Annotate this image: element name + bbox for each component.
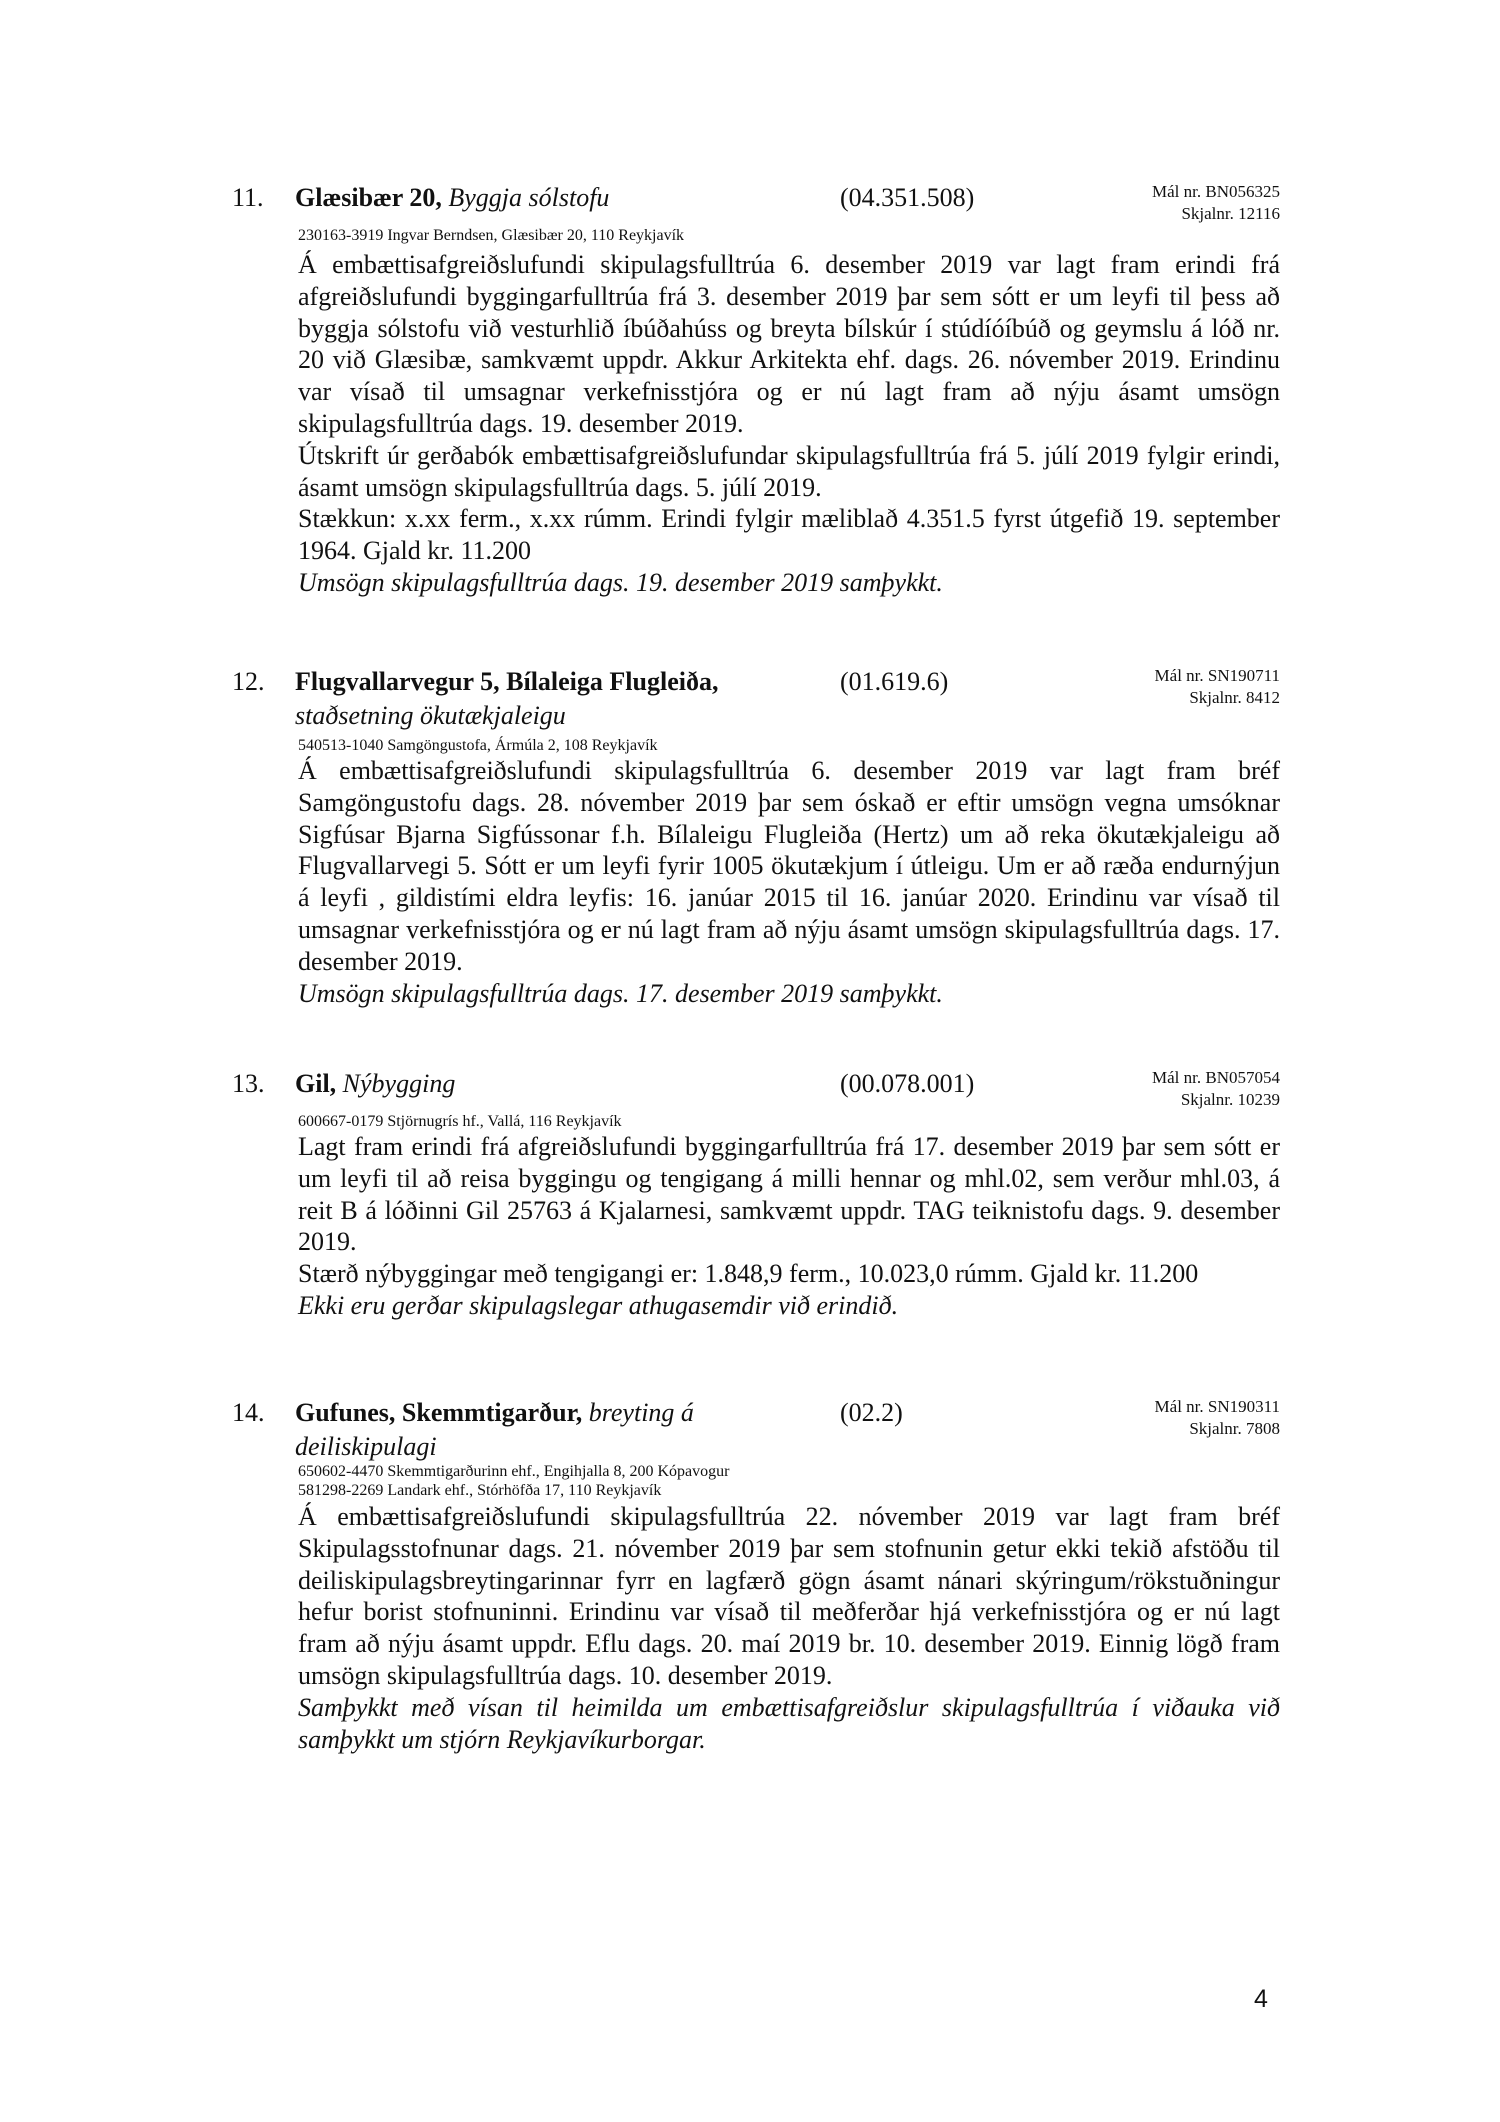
case-subject: breyting á deiliskipulagi — [295, 1398, 694, 1461]
case-address: Glæsibær 20, — [295, 183, 442, 212]
parties — [298, 226, 684, 245]
case-title — [295, 665, 815, 733]
mal-number: Mál nr. SN190311 — [1154, 1397, 1280, 1416]
party-line: 540513-1040 Samgöngustofa, Ármúla 2, 108 Reykjavík — [298, 737, 658, 754]
case-title — [295, 181, 815, 215]
case-address: Gufunes, Skemmtigarður, — [295, 1398, 583, 1427]
case-title — [295, 1396, 815, 1464]
case-reference — [1155, 1396, 1280, 1440]
case-body — [298, 755, 1280, 1009]
case-body — [298, 249, 1280, 599]
case-address: Flugvallarvegur 5, Bílaleiga Flugleiða, — [295, 667, 719, 696]
case-reference — [1155, 665, 1280, 709]
land-code: (02.2) — [840, 1398, 903, 1427]
case-result: Samþykkt með vísan til heimilda um embættisafgreiðslur skipulagsfulltrúa í viðauka við samþykkt um stjórn Reykjavíkurborgar. — [298, 1692, 1280, 1754]
case-paragraph: Lagt fram erindi frá afgreiðslufundi byggingarfulltrúa frá 17. desember 2019 þar sem sótt er um leyfi til að reisa byggingu og tengigang á milli hennar og mhl.02, sem verður mhl.03, á reit B á lóðinni Gil 25763 á Kjalarnesi, samkvæmt uppdr. TAG teiknistofu dags. 9. desember 2019. — [298, 1132, 1280, 1257]
parties — [298, 736, 658, 755]
page-number: 4 — [1254, 1985, 1268, 2013]
case-subject: staðsetning ökutækjaleigu — [295, 701, 566, 730]
skjal-number: Skjalnr. 12116 — [1181, 204, 1280, 223]
case-number: 12. — [232, 667, 265, 696]
land-code: (01.619.6) — [840, 667, 949, 696]
case-address: Gil, — [295, 1069, 337, 1098]
party-line: 650602-4470 Skemmtigarðurinn ehf., Engihjalla 8, 200 Kópavogur — [298, 1463, 730, 1480]
party-line: 581298-2269 Landark ehf., Stórhöfða 17, 110 Reykjavík — [298, 1482, 662, 1499]
land-code: (04.351.508) — [840, 183, 975, 212]
skjal-number: Skjalnr. 8412 — [1189, 688, 1280, 707]
case-reference — [1152, 181, 1280, 225]
case-result: Ekki eru gerðar skipulagslegar athugasemdir við erindið. — [298, 1290, 899, 1320]
case-subject: Byggja sólstofu — [448, 183, 610, 212]
parties — [298, 1112, 622, 1131]
case-title — [295, 1067, 815, 1101]
case-paragraph: Stækkun: x.xx ferm., x.xx rúmm. Erindi fylgir mæliblað 4.351.5 fyrst útgefið 19. september 1964. Gjald kr. 11.200 — [298, 504, 1280, 566]
case-number: 13. — [232, 1069, 265, 1098]
mal-number: Mál nr. SN190711 — [1154, 666, 1280, 685]
skjal-number: Skjalnr. 10239 — [1180, 1090, 1280, 1109]
case-number: 11. — [232, 183, 264, 212]
case-reference — [1152, 1067, 1280, 1111]
case-result: Umsögn skipulagsfulltrúa dags. 17. desember 2019 samþykkt. — [298, 978, 943, 1008]
case-paragraph: Stærð nýbyggingar með tengigangi er: 1.848,9 ferm., 10.023,0 rúmm. Gjald kr. 11.200 — [298, 1259, 1199, 1289]
case-number: 14. — [232, 1398, 265, 1427]
case-body — [298, 1131, 1280, 1322]
parties — [298, 1462, 729, 1500]
case-paragraph: Útskrift úr gerðabók embættisafgreiðslufundar skipulagsfulltrúa frá 5. júlí 2019 fylgir erindi, ásamt umsögn skipulagsfulltrúa dags. 5. júlí 2019. — [298, 440, 1280, 502]
land-code: (00.078.001) — [840, 1069, 975, 1098]
mal-number: Mál nr. BN056325 — [1152, 182, 1280, 201]
skjal-number: Skjalnr. 7808 — [1189, 1419, 1280, 1438]
party-line: 600667-0179 Stjörnugrís hf., Vallá, 116 Reykjavík — [298, 1113, 622, 1130]
case-paragraph: Á embættisafgreiðslufundi skipulagsfulltrúa 22. nóvember 2019 var lagt fram bréf Skipulagsstofnunar dags. 21. nóvember 2019 þar sem stofnunin getur ekki tekið afstöðu til deiliskipulagsbreytingarinnar fyrr en lagfærð gögn ásamt nánari skýringum/rökstuðningur hefur borist stofnuninni. Erindinu var vísað til meðferðar hjá verkefnisstjóra og er nú lagt fram að nýju ásamt uppdr. Eflu dags. 20. maí 2019 br. 10. desember 2019. Einnig lögð fram umsögn skipulagsfulltrúa dags. 10. desember 2019. — [298, 1502, 1280, 1690]
case-paragraph: Á embættisafgreiðslufundi skipulagsfulltrúa 6. desember 2019 var lagt fram erindi frá afgreiðslufundi byggingarfulltrúa frá 3. desember 2019 þar sem sótt er um leyfi til þess að byggja sólstofu við vesturhlið íbúðahúss og breyta bílskúr í stúdíóíbúð og geymslu á lóð nr. 20 við Glæsibæ, samkvæmt uppdr. Akkur Arkitekta ehf. dags. 26. nóvember 2019. Erindinu var vísað til umsagnar verkefnisstjóra og er nú lagt fram að nýju ásamt umsögn skipulagsfulltrúa dags. 19. desember 2019. — [298, 250, 1280, 438]
case-body — [298, 1501, 1280, 1755]
case-paragraph: Á embættisafgreiðslufundi skipulagsfulltrúa 6. desember 2019 var lagt fram bréf Samgöngustofu dags. 28. nóvember 2019 þar sem óskað er eftir umsögn vegna umsóknar Sigfúsar Bjarna Sigfússonar f.h. Bílaleigu Flugleiða (Hertz) um að reka ökutækjaleigu að Flugvallarvegi 5. Sótt er um leyfi fyrir 1005 ökutækjum í útleigu. Um er að ræða endurnýjun á leyfi , gildistími eldra leyfis: 16. janúar 2015 til 16. janúar 2020. Erindinu var vísað til umsagnar verkefnisstjóra og er nú lagt fram að nýju ásamt umsögn skipulagsfulltrúa dags. 17. desember 2019. — [298, 756, 1280, 976]
mal-number: Mál nr. BN057054 — [1152, 1068, 1280, 1087]
case-result: Umsögn skipulagsfulltrúa dags. 19. desember 2019 samþykkt. — [298, 567, 943, 597]
case-subject: Nýbygging — [342, 1069, 456, 1098]
party-line: 230163-3919 Ingvar Berndsen, Glæsibær 20, 110 Reykjavík — [298, 227, 685, 244]
